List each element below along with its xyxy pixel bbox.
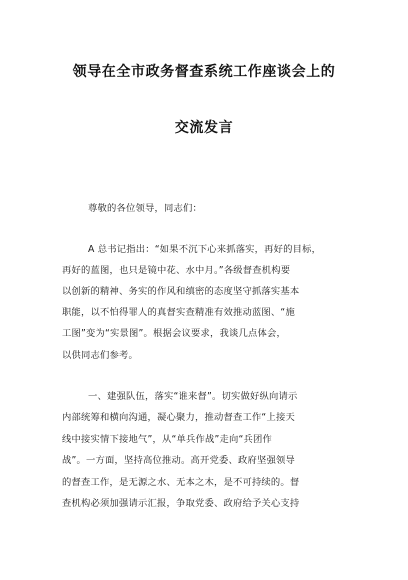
paragraph-1-line-5: 工图”变为“实景图”。根据会议要求，我谈几点体会， xyxy=(62,328,286,339)
paragraph-2-line-2: 内部统筹和横向沟通，凝心聚力，推动督查工作“上接天 xyxy=(62,412,295,423)
paragraph-2-line-4: 战”。一方面，坚持高位推动。高开党委、政府坚强领导 xyxy=(62,455,295,466)
paragraph-1-line-2: 再好的蓝图，也只是镜中花、水中月。”各级督查机构要 xyxy=(62,265,291,276)
document-title-line-1: 领导在全市政务督查系统工作座谈会上的 xyxy=(72,64,336,80)
paragraph-2-line-5: 的督查工作，是无源之水、无本之木，是不可持续的。督 xyxy=(62,477,300,488)
paragraph-1-line-6: 以供同志们参考。 xyxy=(62,350,138,361)
paragraph-1-line-1: A 总书记指出：“如果不沉下心来抓落实，再好的目标， xyxy=(88,244,322,255)
document-title-line-2: 交流发言 xyxy=(174,120,234,136)
paragraph-2-line-1: 一、建强队伍，落实“谁来督”。切实做好纵向请示 xyxy=(88,391,298,402)
greeting: 尊敬的各位领导，同志们： xyxy=(88,203,202,214)
paragraph-2-line-6: 查机构必须加强请示汇报，争取党委、政府给予关心支持 xyxy=(62,498,300,509)
paragraph-1-line-3: 以创新的精神、务实的作风和缜密的态度坚守抓落实基本 xyxy=(62,286,300,297)
paragraph-1-line-4: 职能，以不怕得罪人的真督实查精准有效推动蓝图、“施 xyxy=(62,307,295,318)
paragraph-2-line-3: 线中接实情下接地气”，从“单兵作战”走向“兵团作 xyxy=(62,434,273,445)
